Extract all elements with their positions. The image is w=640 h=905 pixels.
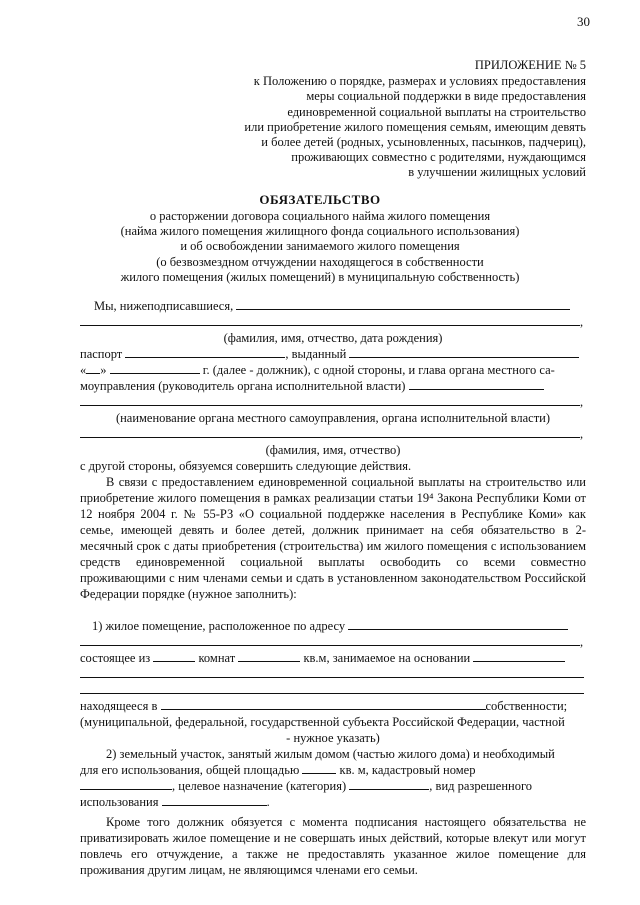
date-row [80, 362, 586, 378]
official-row2: , [80, 394, 586, 410]
we-undersigned-label: Мы, нижеподписавшиеся, [94, 299, 234, 313]
appendix-header [166, 58, 586, 181]
choose-note: - нужное указать) [286, 731, 380, 745]
consisting-label: состоящее из [80, 651, 151, 665]
undersigned-row [80, 298, 586, 314]
signer-name-field-2[interactable] [80, 314, 580, 326]
signer-name-row2: , [80, 314, 586, 330]
caption-fio: (фамилия, имя, отчество) [265, 443, 401, 457]
item2-text-b2: кв. м, кадастровый номер [339, 763, 476, 777]
subtitle-line: (о безвозмездном отчуждении находящегося в собственности [156, 254, 484, 269]
caption-fio-birth: (фамилия, имя, отчество, дата рождения) [223, 331, 443, 345]
item1-row [80, 618, 586, 634]
self-gov-row [80, 378, 586, 394]
item2-text-c2: , вид разрешенного [429, 779, 533, 793]
subtitle-line: о расторжении договора социального найма жилого помещения [149, 209, 491, 223]
day-field[interactable] [86, 362, 100, 374]
date-tail-text: г. (далее - должник), с одной стороны, и глава органа местного са- [202, 363, 555, 377]
address-field[interactable] [348, 618, 568, 630]
cadastral-number-field[interactable] [80, 778, 172, 790]
address-field-2[interactable] [80, 634, 580, 646]
land-area-field[interactable] [302, 762, 336, 774]
rooms-count-field[interactable] [153, 650, 195, 662]
passport-label: паспорт [80, 347, 123, 361]
other-side-text: с другой стороны, обязуемся совершить следующие действия. [80, 459, 412, 473]
ownership-note-row [80, 714, 586, 730]
passport-issuer-field[interactable] [349, 346, 579, 358]
passport-number-field[interactable] [125, 346, 285, 358]
rooms-label: комнат [198, 651, 236, 665]
appendix-line: и более детей (родных, усыновленных, пасынков, падчериц), [261, 135, 586, 150]
subtitle-line: (найма жилого помещения жилищного фонда социального использования) [120, 224, 520, 239]
sqm-label: кв.м, занимаемое на основании [303, 651, 471, 665]
ownership-label: собственности; [485, 699, 568, 713]
document-subtitle [0, 209, 640, 285]
signer-name-field[interactable] [236, 298, 570, 310]
date-quote-close: » [100, 363, 107, 377]
document-title: ОБЯЗАТЕЛЬСТВО [259, 192, 381, 207]
appendix-line: проживающих совместно с родителями, нуждающимся [291, 150, 586, 165]
item2-text-c1: , целевое назначение (категория) [172, 779, 347, 793]
item2-text-b1: для его использования, общей площадью [80, 763, 300, 777]
item2-row-b [80, 762, 586, 778]
address-row2: , [80, 634, 586, 650]
page-number: 30 [577, 14, 590, 29]
caption-org: (наименование органа местного самоуправления, органа исполнительной власти) [115, 411, 551, 425]
subtitle-line: и об освобождении занимаемого жилого помещения [180, 239, 460, 254]
self-gov-text: моуправления (руководитель органа исполнительной власти) [80, 379, 406, 393]
issued-label: , выданный [285, 347, 347, 361]
final-paragraph: Кроме того должник обязуется с момента подписания настоящего обязательства не приватизировать жилое помещение и не совершать иных действий, которые влекут или могут повлечь его отчуждение, а также не предоставлять указанное жилое помещение для проживания другим лицам, не являющимся членами его семьи. [80, 815, 586, 877]
area-field[interactable] [238, 650, 300, 662]
passport-row [80, 346, 586, 362]
basis-row3 [80, 682, 586, 698]
ownership-note: (муниципальной, федеральной, государственной субъекта Российской Федерации, частной [80, 715, 565, 729]
official-field[interactable] [409, 378, 544, 390]
form-body [80, 298, 586, 878]
appendix-line: или приобретение жилого помещения семьям, имеющим девять [244, 119, 586, 134]
basis-row2 [80, 666, 586, 682]
date-quote-open: « [80, 363, 87, 377]
official-name-field[interactable] [80, 426, 580, 438]
rooms-row [80, 650, 586, 666]
item2-text-a: 2) земельный участок, занятый жилым домом (частью жилого дома) и необходимый [106, 747, 555, 761]
basis-field-3[interactable] [80, 682, 584, 694]
official-name-row: , [80, 426, 586, 442]
located-row [80, 698, 586, 714]
ownership-type-field[interactable] [161, 698, 486, 710]
category-field[interactable] [349, 778, 429, 790]
appendix-line: меры социальной поддержки в виде предоставления [306, 89, 586, 104]
item2-row-d: использования . [80, 795, 270, 809]
official-field-2[interactable] [80, 394, 580, 406]
located-in-label: находящееся в [80, 699, 158, 713]
appendix-title: ПРИЛОЖЕНИЕ № 5 [474, 58, 586, 72]
month-year-field[interactable] [110, 362, 200, 374]
permitted-use-field[interactable] [162, 794, 267, 806]
main-paragraph: В связи с предоставлением единовременной социальной выплаты на строительство или приобретение жилого помещения в рамках реализации статьи 19⁴ Закона Республики Коми от 12 ноября 2004 г. № 55-РЗ «О социальной поддержке населения в Республике Коми» как семье, имеющей девять и более детей, должник принимает на себя обязательство в 2-месячный срок с даты приобретения (строительства) им жилого помещения с использованием средств единовременной социальной выплаты освободить со всеми совместно проживающими с ним членами семьи и сдать в установленном законодательством Российской Федерации порядке (нужное заполнить): [80, 475, 586, 601]
basis-field-2[interactable] [80, 666, 584, 678]
appendix-line: в улучшении жилищных условий [408, 165, 586, 180]
subtitle-line: жилого помещения (жилых помещений) в муниципальную собственность) [120, 269, 520, 284]
basis-field[interactable] [473, 650, 565, 662]
appendix-line: к Положению о порядке, размерах и условиях предоставления [253, 74, 586, 89]
appendix-line: единовременной социальной выплаты на строительство [287, 104, 586, 119]
item2-text-d: использования [80, 795, 159, 809]
item2-row-a [80, 746, 586, 762]
item2-row-c [80, 778, 586, 794]
item1-label: 1) жилое помещение, расположенное по адресу [92, 619, 346, 633]
